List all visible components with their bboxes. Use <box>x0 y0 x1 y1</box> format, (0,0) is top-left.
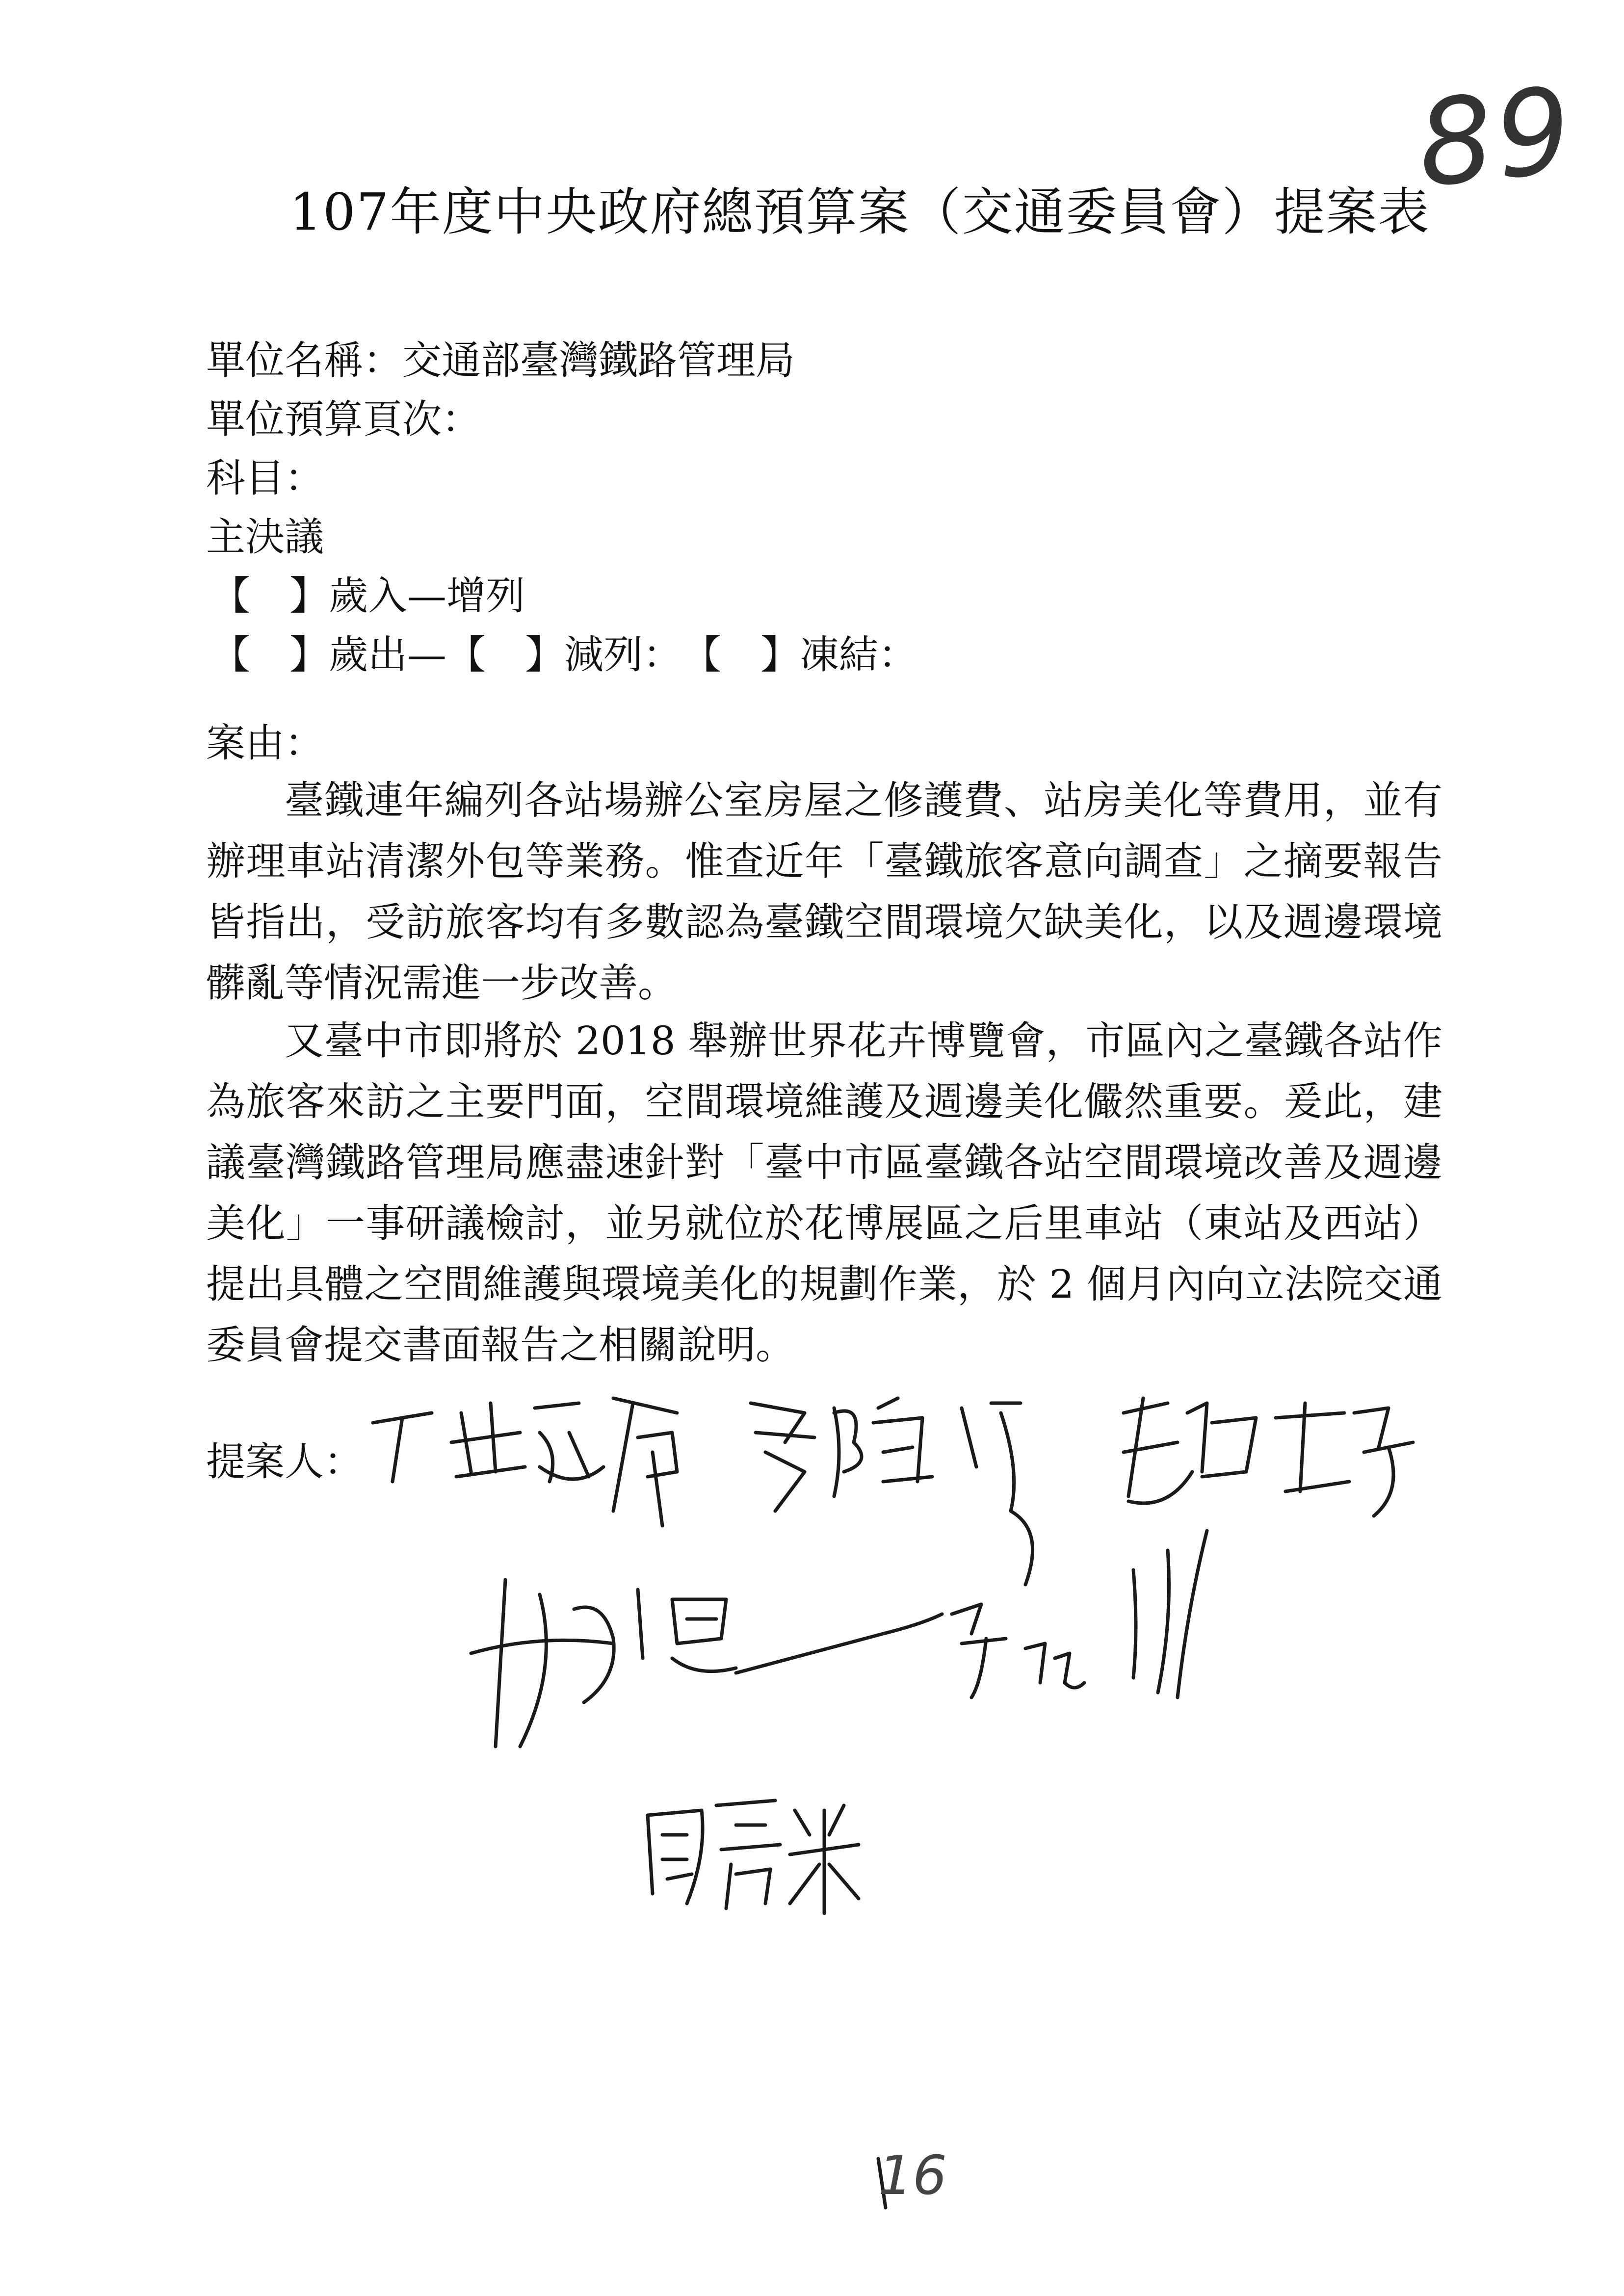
reason-paragraph-1: 臺鐵連年編列各站場辦公室房屋之修護費、站房美化等費用，並有辦理車站清潔外包等業務。惟查近年「臺鐵旅客意向調查」之摘要報告皆指出，受訪旅客均有多數認為臺鐵空間環境欠缺美化，以及週邊環境髒亂等情況需進一步改善。 <box>206 778 1442 1006</box>
footer-handwritten-number: 16 <box>878 2144 947 2207</box>
budget-page-field: 單位預算頁次： <box>206 396 481 442</box>
reason-label: 案由： <box>206 720 324 766</box>
signature-3 <box>1124 1398 1413 1516</box>
signature-5 <box>952 1531 1207 1697</box>
signature-6 <box>648 1800 859 1913</box>
signature-2 <box>751 1398 1033 1585</box>
signature-1 <box>373 1398 677 1526</box>
revenue-line: 【 】歲入—增列 <box>211 573 525 619</box>
subject-field: 科目： <box>206 455 324 501</box>
main-resolution-heading: 主決議 <box>206 514 324 560</box>
proposer-label: 提案人： <box>206 1439 363 1485</box>
signature-4 <box>471 1580 942 1747</box>
page-title: 107年度中央政府總預算案（交通委員會）提案表 <box>289 182 1430 242</box>
reason-paragraph-2: 又臺中市即將於 2018 舉辦世界花卉博覽會，市區內之臺鐵各站作為旅客來訪之主要門面，空間環境維護及週邊美化儼然重要。爰此，建議臺灣鐵路管理局應盡速針對「臺中市區臺鐵各站空間環境改善及週邊美化」一事研議檢討，並另就位於花博展區之后里車站（東站及西站）提出具體之空間維護與環境美化的規劃作業，於 2 個月內向立法院交通委員會提交書面報告之相關說明。 <box>206 1018 1442 1368</box>
expenditure-line: 【 】歲出—【 】減列： 【 】凍結： <box>211 632 917 678</box>
unit-name-field: 單位名稱：交通部臺灣鐵路管理局 <box>206 338 795 383</box>
handwritten-page-number: 89 <box>1411 61 1581 214</box>
